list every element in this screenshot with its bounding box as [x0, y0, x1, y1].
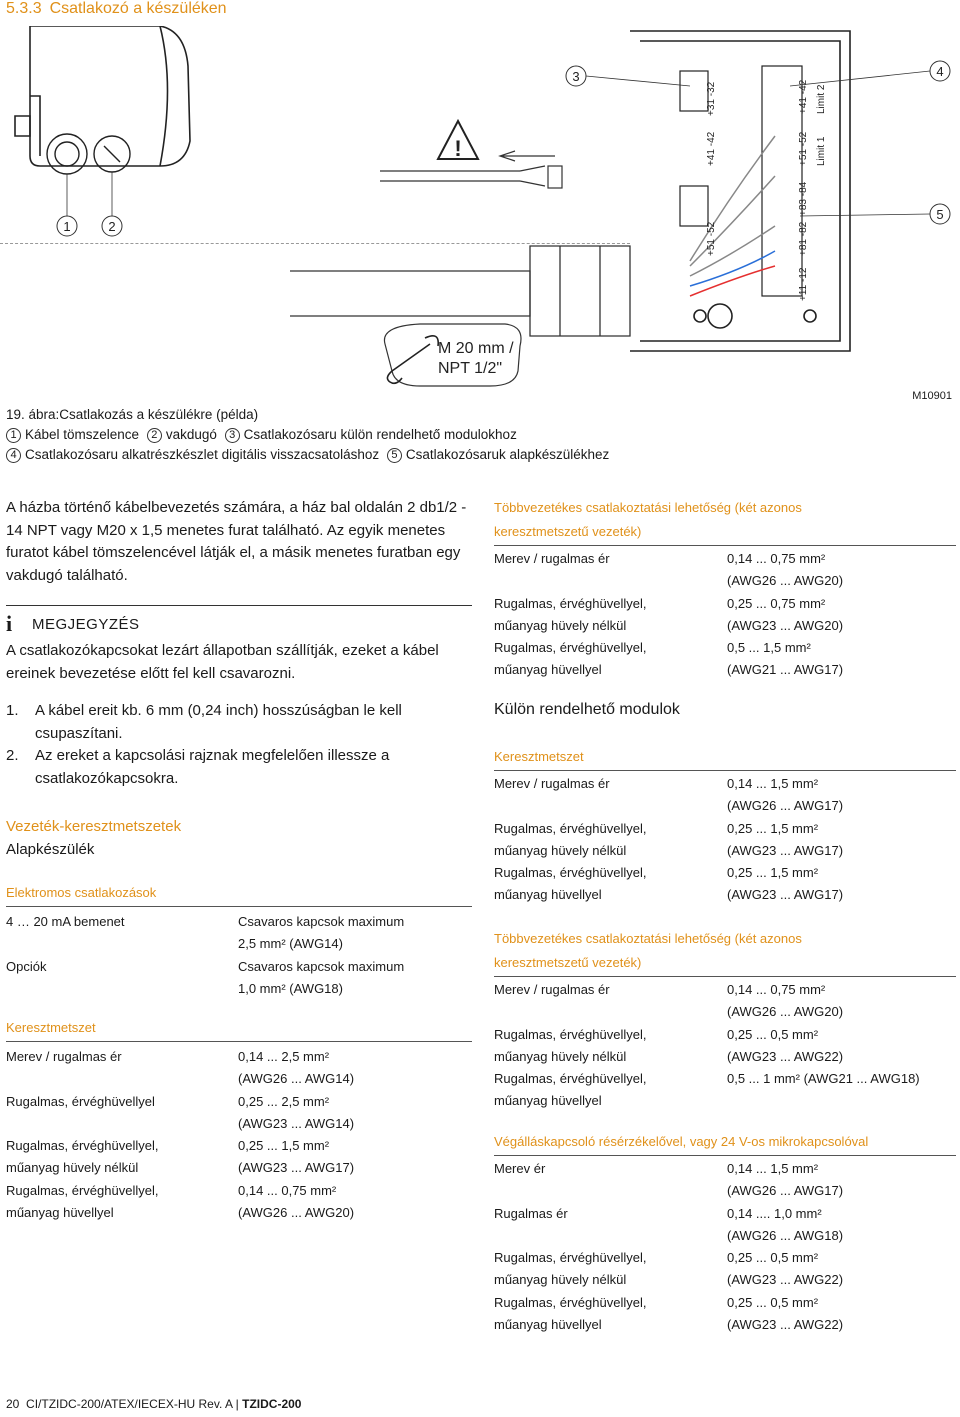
caption-title: 19. ábra:Csatlakozás a készülékre (példa) — [6, 407, 259, 422]
table-title-line2: keresztmetszetű vezeték) — [494, 952, 956, 977]
thread-label-line2: NPT 1/2" — [438, 360, 503, 377]
page-number: 20 — [6, 1397, 20, 1411]
table-row: (AWG26 ... AWG17) — [727, 1183, 844, 1199]
terminal-label: +11 -12 — [798, 267, 809, 301]
caption-line-2: 4 Csatlakozósaru alkatrészkészlet digitális visszacsatoláshoz 5 Csatlakozósaruk alapkészülékhez — [6, 445, 609, 465]
steps-list — [6, 700, 476, 790]
table-row: Rugalmas ér 0,14 .... 1,0 mm² — [494, 1205, 822, 1221]
table-row: műanyag hüvely nélkül (AWG23 ... AWG22) — [494, 1048, 844, 1064]
table-row: 1,0 mm² (AWG18) — [238, 980, 343, 996]
table-row: műanyag hüvely nélkül (AWG23 ... AWG22) — [494, 1272, 844, 1288]
table-title: Keresztmetszet — [6, 1017, 472, 1042]
left-cross-section-table — [6, 1017, 472, 1224]
thread-label-line1: M 20 mm / — [438, 340, 514, 357]
list-item: 2. Az ereket a kapcsolási rajznak megfelelően illessze a csatlakozókapcsokra. — [6, 747, 390, 787]
table-row: (AWG26 ... AWG20) — [727, 573, 844, 589]
callout-5 — [930, 204, 950, 224]
note-box — [6, 605, 472, 685]
table-row: (AWG26 ... AWG17) — [727, 798, 844, 814]
table-row: műanyag hüvellyel (AWG21 ... AWG17) — [494, 662, 844, 678]
table-title-line2: keresztmetszetű vezeték) — [494, 521, 956, 546]
table-row: műanyag hüvely nélkül (AWG23 ... AWG20) — [494, 617, 844, 633]
caption-line-1: 1 Kábel tömszelence 2 vakdugó 3 Csatlakozósaru külön rendelhető modulokhoz — [6, 425, 609, 445]
left-headings — [6, 815, 181, 861]
callout-1 — [57, 216, 77, 236]
table-row: Rugalmas, érvéghüvellyel, 0,25 ... 0,75 mm² — [494, 595, 826, 611]
modules-cross-section-table — [494, 746, 956, 907]
terminal-label: +41 -42 — [798, 79, 809, 114]
table-row: Rugalmas, érvéghüvellyel, 0,5 ... 1,5 mm² — [494, 640, 811, 656]
table-row: műanyag hüvely nélkül (AWG23 ... AWG17) — [494, 842, 844, 858]
table-title-line1: Többvezetékes csatlakoztatási lehetőség (két azonos — [494, 500, 802, 515]
modules-limit-switch-table — [494, 1131, 956, 1336]
cable-gland-right — [290, 246, 630, 336]
figure-code: M10901 — [912, 390, 952, 402]
terminal-label: +41 -42 — [706, 131, 717, 166]
table-row: Opciók Csavaros kapcsok maximum — [6, 958, 405, 974]
footer-separator: | — [235, 1397, 239, 1411]
table-row: Rugalmas, érvéghüvellyel 0,25 ... 2,5 mm² — [6, 1093, 330, 1109]
table-row: Merev / rugalmas ér 0,14 ... 1,5 mm² — [494, 776, 819, 791]
figure-caption — [6, 405, 609, 465]
base-device-heading: Alapkészülék — [6, 841, 95, 858]
svg-text:1: 1 — [63, 219, 71, 234]
callout-2 — [102, 216, 122, 236]
table-row: Rugalmas, érvéghüvellyel, 0,25 ... 1,5 mm² — [494, 820, 819, 836]
section-title-text: Csatlakozó a készüléken — [49, 0, 227, 17]
svg-text:4: 4 — [936, 64, 944, 79]
svg-text:3: 3 — [572, 69, 580, 84]
terminal-label: +51 -52 — [798, 131, 809, 166]
page-footer — [6, 1397, 301, 1411]
figure-divider — [0, 243, 630, 244]
table-row: Rugalmas, érvéghüvellyel, 0,5 ... 1 mm² (AWG21 ... AWG18) — [494, 1071, 920, 1087]
info-icon: i — [6, 611, 13, 636]
table-row: műanyag hüvellyel (AWG23 ... AWG22) — [494, 1317, 844, 1333]
svg-text:5: 5 — [936, 207, 944, 222]
cable-gland-icon — [47, 134, 87, 174]
terminal-box — [630, 31, 850, 351]
table-row: Rugalmas, érvéghüvellyel, 0,25 ... 0,5 mm² — [494, 1026, 819, 1042]
table-row: Rugalmas, érvéghüvellyel, 0,25 ... 1,5 mm² — [6, 1138, 330, 1154]
terminal-label: +31 -32 — [706, 81, 717, 116]
table-title: Elektromos csatlakozások — [6, 882, 472, 907]
table-title-line1: Többvezetékes csatlakoztatási lehetőség (két azonos — [494, 931, 802, 946]
modules-heading: Külön rendelhető modulok — [494, 701, 680, 718]
terminal-label: +81 -82 — [798, 221, 809, 256]
table-row: 4 … 20 mA bemenet Csavaros kapcsok maximum — [6, 914, 405, 929]
table-row: Rugalmas, érvéghüvellyel, 0,14 ... 0,75 mm² — [6, 1182, 337, 1198]
modules-multi-table — [494, 928, 956, 1113]
connection-figure — [0, 26, 960, 396]
table-row: Merev ér 0,14 ... 1,5 mm² — [494, 1161, 819, 1176]
table-row: műanyag hüvely nélkül (AWG23 ... AWG17) — [6, 1160, 355, 1176]
svg-text:2: 2 — [108, 219, 116, 234]
table-title: Végálláskapcsoló résérzékelővel, vagy 24 V-os mikrokapcsolóval — [494, 1131, 956, 1156]
terminal-block — [680, 66, 802, 296]
table-row: Merev / rugalmas ér 0,14 ... 0,75 mm² — [494, 982, 826, 997]
table-row: Rugalmas, érvéghüvellyel, 0,25 ... 0,5 mm² — [494, 1250, 819, 1266]
note-heading: MEGJEGYZÉS — [32, 615, 140, 633]
right-top-multi-table — [494, 497, 956, 682]
table-row: (AWG23 ... AWG14) — [238, 1115, 355, 1131]
doc-id: CI/TZIDC-200/ATEX/IECEX-HU Rev. A — [26, 1397, 233, 1411]
table-row: műanyag hüvellyel — [494, 1093, 602, 1109]
table-row: Merev / rugalmas ér 0,14 ... 0,75 mm² — [494, 551, 826, 566]
table-row: (AWG26 ... AWG18) — [727, 1227, 844, 1243]
electrical-table — [6, 882, 472, 1000]
table-row: műanyag hüvellyel (AWG23 ... AWG17) — [494, 887, 844, 903]
product-name: TZIDC-200 — [242, 1397, 302, 1411]
table-row: műanyag hüvellyel (AWG26 ... AWG20) — [6, 1205, 355, 1221]
section-title — [6, 0, 235, 18]
intro-paragraph: A házba történő kábelbevezetés számára, a ház bal oldalán 2 db1/2 - 14 NPT vagy M20 x 1,5 menetes furat található. Az egyik menetes furatot kábel tömszelencével látják el, a másik menetes furatban egy vakdugó található. — [6, 499, 467, 584]
section-number: 5.3.3 — [6, 0, 42, 17]
callout-3 — [566, 66, 586, 86]
note-text: A csatlakozókapcsokat lezárt állapotban szállítják, ezeket a kábel ereinek bevezetése előtt fel kell csavarozni. — [6, 642, 439, 682]
table-row: Rugalmas, érvéghüvellyel, 0,25 ... 1,5 mm² — [494, 865, 819, 881]
table-row: (AWG26 ... AWG20) — [727, 1004, 844, 1020]
table-row: Merev / rugalmas ér 0,14 ... 2,5 mm² — [6, 1049, 330, 1064]
wire-section-heading: Vezeték-keresztmetszetek — [6, 818, 182, 835]
table-row: Rugalmas, érvéghüvellyel, 0,25 ... 0,5 mm² — [494, 1294, 819, 1310]
list-item: 1. A kábel ereit kb. 6 mm (0,24 inch) hosszúságban le kell csupaszítani. — [6, 702, 402, 742]
terminal-label: Limit 2 — [816, 84, 827, 114]
terminal-label: +51 -52 — [706, 221, 717, 256]
table-row: 2,5 mm² (AWG14) — [238, 936, 343, 952]
terminal-label: +83 -84 — [798, 181, 809, 216]
svg-text:!: ! — [454, 136, 462, 161]
warning-icon — [438, 121, 478, 161]
terminal-label: Limit 1 — [816, 136, 827, 166]
callout-4 — [930, 61, 950, 81]
table-row: (AWG26 ... AWG14) — [238, 1071, 355, 1087]
table-title: Keresztmetszet — [494, 746, 956, 771]
device-housing — [15, 26, 190, 166]
